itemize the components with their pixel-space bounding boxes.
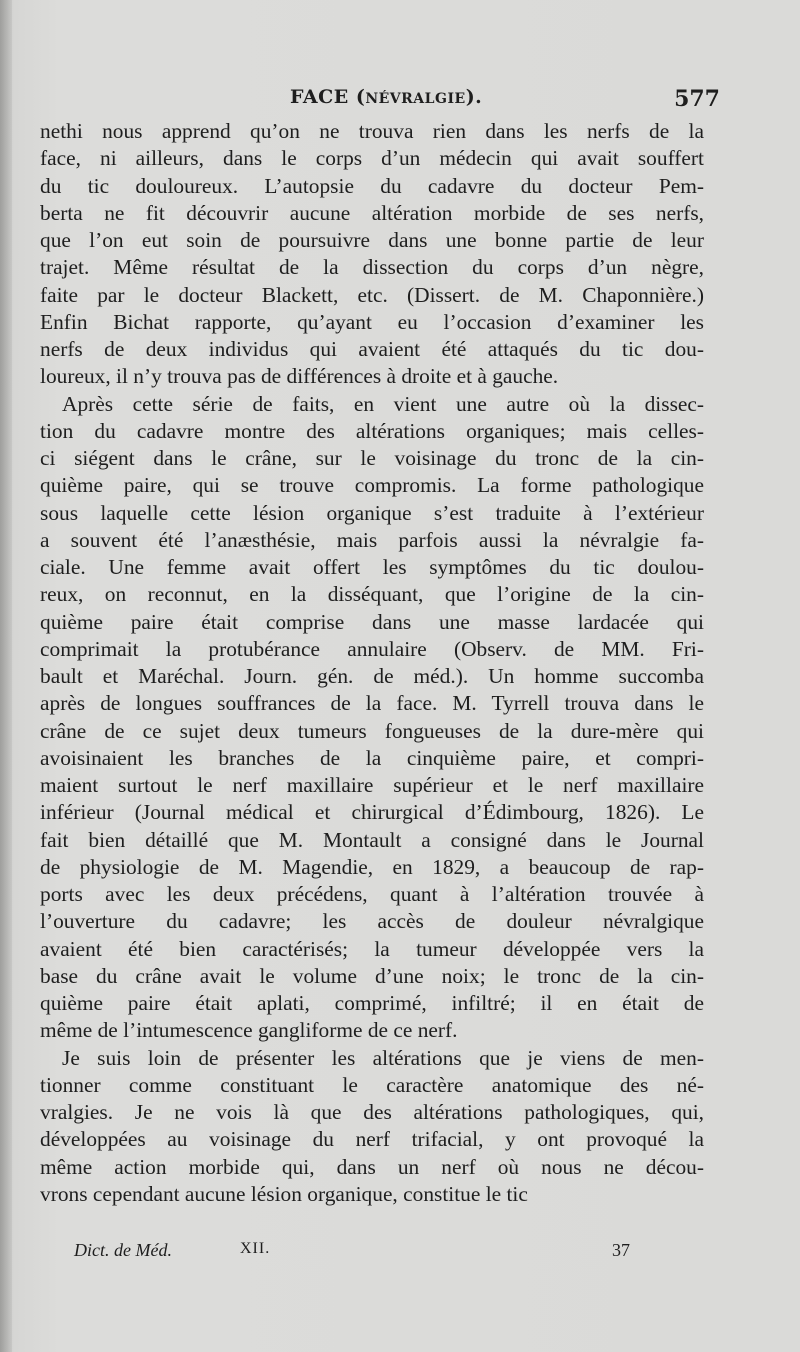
text-line: nerfs de deux individus qui avaient été attaqués du tic dou- [40, 337, 704, 361]
text-line: tion du cadavre montre des altérations organiques; mais celles- [40, 418, 704, 443]
text-line: tionner comme constituant le caractère anatomique des né- [40, 1072, 704, 1097]
text-line: crâne de ce sujet deux tumeurs fongueuses de la dure-mère qui [40, 718, 704, 743]
paragraph [40, 118, 704, 391]
text-line: bault et Maréchal. Journ. gén. de méd.). Un homme succomba [40, 664, 704, 688]
running-title-small-caps: NÉVRALGIE [365, 91, 466, 107]
text-line: développées au voisinage du nerf trifacial, y ont provoqué la [40, 1127, 704, 1152]
text-line: avaient été bien caractérisés; la tumeur développée vers la [40, 936, 704, 961]
running-title-main: FACE ( [290, 86, 366, 108]
text-line: de physiologie de M. Magendie, en 1829, a beaucoup de rap- [40, 854, 704, 879]
running-title-end: ). [465, 86, 483, 108]
text-line: Je suis loin de présenter les altérations que je viens de men- [62, 1045, 704, 1070]
footer-source: Dict. de Méd. [74, 1240, 172, 1260]
text-line: Après cette série de faits, en vient une autre où la dissec- [62, 391, 704, 416]
text-line: même de l’intumescence gangliforme de ce nerf. [40, 1018, 458, 1043]
text-line: base du crâne avait le volume d’une noix; le tronc de la cin- [40, 963, 704, 988]
text-line: quième paire était comprise dans une masse lardacée qui [40, 609, 704, 634]
page-number: 577 [674, 86, 720, 112]
text-line: trajet. Même résultat de la dissection du corps d’un nègre, [40, 255, 704, 280]
paragraph [40, 1045, 704, 1209]
text-line: avoisinaient les branches de la cinquième paire, et compri- [40, 745, 704, 770]
text-line: nethi nous apprend qu’on ne trouva rien dans les nerfs de la [40, 119, 704, 143]
text-line: Enfin Bichat rapporte, qu’ayant eu l’occasion d’examiner les [40, 309, 704, 334]
text-line: même action morbide qui, dans un nerf où nous ne décou- [40, 1154, 704, 1179]
text-line: vralgies. Je ne vois là que des altérations pathologiques, qui, [40, 1100, 704, 1124]
page-header [40, 86, 720, 116]
paragraph [40, 391, 704, 1045]
text-line: maient surtout le nerf maxillaire supérieur et le nerf maxillaire [40, 773, 704, 797]
page-footer [40, 1240, 704, 1268]
text-line: berta ne fit découvrir aucune altération morbide de ses nerfs, [40, 200, 704, 225]
text-line: quième paire était aplati, comprimé, infiltré; il en était de [40, 991, 704, 1015]
text-line: ports avec les deux précédens, quant à l’altération trouvée à [40, 882, 704, 906]
text-line: du tic douloureux. L’autopsie du cadavre du docteur Pem- [40, 173, 704, 198]
text-line: que l’on eut soin de poursuivre dans une bonne partie de leur [40, 228, 704, 252]
text-line: ciale. Une femme avait offert les symptômes du tic doulou- [40, 555, 704, 579]
text-line: a souvent été l’anæsthésie, mais parfois aussi la névralgie fa- [40, 527, 704, 552]
page-gutter-shadow [0, 0, 12, 1352]
text-line: quième paire, qui se trouve compromis. La forme pathologique [40, 473, 704, 498]
text-line: vrons cependant aucune lésion organique, constitue le tic [40, 1181, 528, 1206]
text-line: inférieur (Journal médical et chirurgical d’Édimbourg, 1826). Le [40, 800, 704, 825]
text-line: faite par le docteur Blackett, etc. (Dissert. de M. Chaponnière.) [40, 282, 704, 307]
body-text [40, 118, 704, 1208]
text-line: ci siégent dans le crâne, sur le voisinage du tronc de la cin- [40, 446, 704, 470]
footer-signature: 37 [612, 1240, 630, 1260]
running-title [290, 86, 482, 108]
text-line: loureux, il n’y trouva pas de différences à droite et à gauche. [40, 364, 559, 389]
text-line: l’ouverture du cadavre; les accès de douleur névralgique [40, 909, 704, 934]
text-line: sous laquelle cette lésion organique s’est traduite à l’extérieur [40, 500, 704, 525]
text-line: comprimait la protubérance annulaire (Observ. de MM. Fri- [40, 636, 704, 661]
text-line: reux, on reconnut, en la disséquant, que l’origine de la cin- [40, 582, 704, 607]
text-line: après de longues souffrances de la face. M. Tyrrell trouva dans le [40, 691, 704, 716]
text-line: face, ni ailleurs, dans le corps d’un médecin qui avait souffert [40, 146, 704, 171]
footer-volume: XII. [240, 1240, 271, 1257]
text-line: fait bien détaillé que M. Montault a consigné dans le Journal [40, 827, 704, 852]
